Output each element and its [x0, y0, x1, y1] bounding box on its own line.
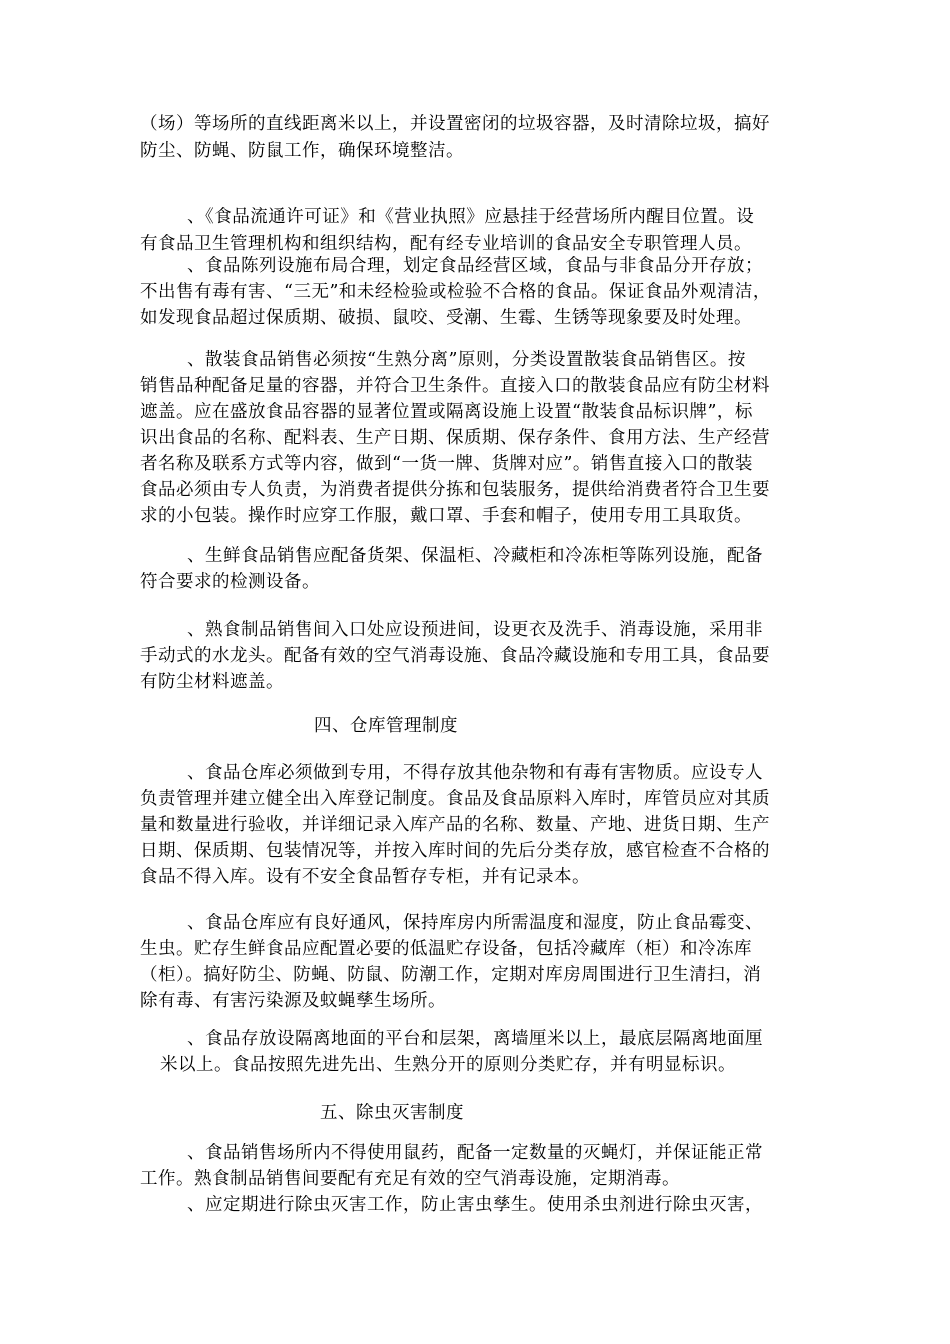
- paragraph-line: 、食品陈列设施布局合理，划定食品经营区域，食品与非食品分开存放；: [187, 256, 763, 276]
- paragraph-line: 有防尘材料遮盖。: [140, 672, 284, 692]
- paragraph-line: 、食品销售场所内不得使用鼠药，配备一定数量的灭蝇灯，并保证能正常: [187, 1143, 763, 1163]
- paragraph-line: 、食品仓库必须做到专用，不得存放其他杂物和有毒有害物质。应设专人: [187, 763, 763, 783]
- paragraph-line: 手动式的水龙头。配备有效的空气消毒设施、食品冷藏设施和专用工具，食品要: [140, 646, 770, 666]
- paragraph-line: 、食品存放设隔离地面的平台和层架，离墙厘米以上，最底层隔离地面厘: [187, 1029, 763, 1049]
- paragraph-line: 、食品仓库应有良好通风，保持库房内所需温度和湿度，防止食品霉变、: [187, 913, 763, 933]
- paragraph-line: 日期、保质期、包装情况等，并按入库时间的先后分类存放，感官检查不合格的: [140, 841, 770, 861]
- paragraph-line: 、《食品流通许可证》和《营业执照》应悬挂于经营场所内醒目位置。设: [187, 207, 755, 227]
- paragraph-line: 除有毒、有害污染源及蚊蝇孳生场所。: [140, 991, 446, 1011]
- paragraph-line: 食品必须由专人负责，为消费者提供分拣和包装服务，提供给消费者符合卫生要: [140, 480, 770, 500]
- paragraph-line: 、应定期进行除虫灭害工作，防止害虫孳生。使用杀虫剂进行除虫灭害，: [187, 1195, 763, 1215]
- paragraph-line: 如发现食品超过保质期、破损、鼠咬、受潮、生霉、生锈等现象要及时处理。: [140, 308, 752, 328]
- paragraph-line: 生虫。贮存生鲜食品应配置必要的低温贮存设备，包括冷藏库（柜）和冷冻库: [140, 939, 752, 959]
- paragraph-line: 识出食品的名称、配料表、生产日期、保质期、保存条件、食用方法、生产经营: [140, 428, 770, 448]
- section-heading: 五、除虫灭害制度: [320, 1103, 464, 1123]
- paragraph-line: （场）等场所的直线距离米以上，并设置密闭的垃圾容器，及时清除垃圾，搞好: [140, 114, 770, 134]
- paragraph-line: 不出售有毒有害、“三无”和未经检验或检验不合格的食品。保证食品外观清洁，: [140, 282, 771, 302]
- section-heading: 四、仓库管理制度: [314, 716, 458, 736]
- paragraph-line: 米以上。食品按照先进先出、生熟分开的原则分类贮存，并有明显标识。: [160, 1055, 736, 1075]
- paragraph-line: （柜）。搞好防尘、防蝇、防鼠、防潮工作，定期对库房周围进行卫生清扫，消: [140, 965, 762, 985]
- paragraph-line: 符合要求的检测设备。: [140, 572, 320, 592]
- paragraph-line: 、熟食制品销售间入口处应设预进间，设更衣及洗手、消毒设施，采用非: [187, 620, 763, 640]
- paragraph-line: 防尘、防蝇、防鼠工作，确保环境整洁。: [140, 141, 464, 161]
- paragraph-line: 负责管理并建立健全出入库登记制度。食品及食品原料入库时，库管员应对其质: [140, 789, 770, 809]
- paragraph-line: 、生鲜食品销售应配备货架、保温柜、冷藏柜和冷冻柜等陈列设施，配备: [187, 546, 763, 566]
- paragraph-line: 量和数量进行验收，并详细记录入库产品的名称、数量、产地、进货日期、生产: [140, 815, 770, 835]
- paragraph-line: 食品不得入库。设有不安全食品暂存专柜，并有记录本。: [140, 867, 590, 887]
- paragraph-line: 销售品种配备足量的容器，并符合卫生条件。直接入口的散装食品应有防尘材料: [140, 376, 770, 396]
- paragraph-line: 求的小包装。操作时应穿工作服，戴口罩、手套和帽子，使用专用工具取货。: [140, 506, 752, 526]
- paragraph-line: 有食品卫生管理机构和组织结构，配有经专业培训的食品安全专职管理人员。: [140, 234, 752, 254]
- paragraph-line: 工作。熟食制品销售间要配有充足有效的空气消毒设施，定期消毒。: [140, 1169, 680, 1189]
- paragraph-line: 、散装食品销售必须按“生熟分离”原则，分类设置散装食品销售区。按: [187, 350, 746, 370]
- paragraph-line: 者名称及联系方式等内容，做到“一货一牌、货牌对应”。销售直接入口的散装: [140, 454, 753, 474]
- paragraph-line: 遮盖。应在盛放食品容器的显著位置或隔离设施上设置“散装食品标识牌”，标: [140, 402, 753, 422]
